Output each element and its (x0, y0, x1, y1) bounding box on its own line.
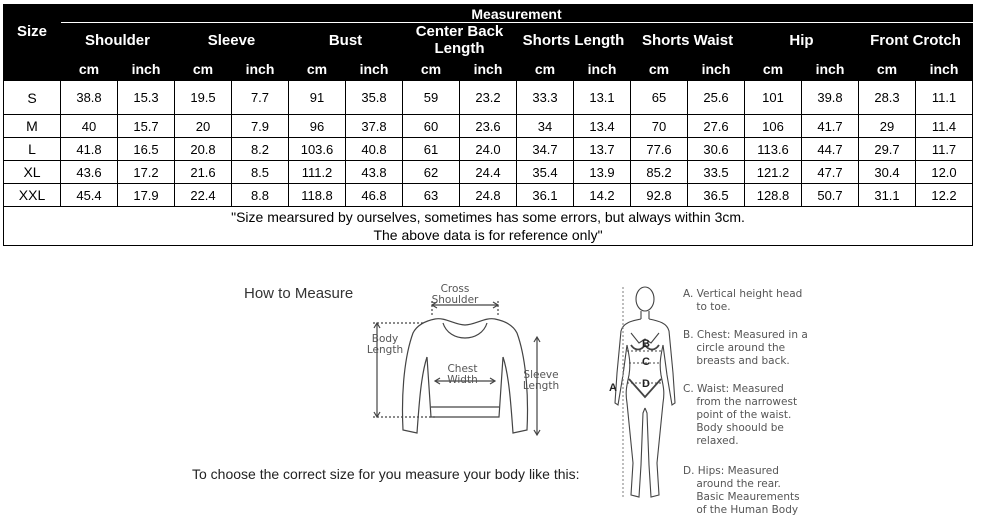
value-cell: 60 (403, 115, 460, 138)
value-cell: 33.5 (688, 161, 745, 184)
value-cell: 101 (745, 81, 802, 115)
value-cell: 11.1 (916, 81, 973, 115)
unit-header: inch (802, 58, 859, 81)
value-cell: 37.8 (346, 115, 403, 138)
column-header: Shorts Length (517, 23, 631, 58)
value-cell: 30.4 (859, 161, 916, 184)
table-row (4, 138, 973, 161)
value-cell: 45.4 (61, 184, 118, 207)
value-cell: 43.6 (61, 161, 118, 184)
value-cell: 106 (745, 115, 802, 138)
value-cell: 47.7 (802, 161, 859, 184)
value-cell: 34 (517, 115, 574, 138)
value-cell: 92.8 (631, 184, 688, 207)
value-cell: 35.4 (517, 161, 574, 184)
value-cell: 30.6 (688, 138, 745, 161)
value-cell: 96 (289, 115, 346, 138)
column-header: Shoulder (61, 23, 175, 58)
value-cell: 13.9 (574, 161, 631, 184)
unit-header: inch (346, 58, 403, 81)
value-cell: 38.8 (61, 81, 118, 115)
value-cell: 40.8 (346, 138, 403, 161)
note-line-1: "Size mearsured by ourselves, sometimes has some errors, but always within 3cm. (231, 209, 745, 225)
guide-text-b: B. Chest: Measured in a circle around the breasts and back. (683, 329, 808, 367)
marker-c: C (642, 356, 650, 368)
value-cell: 17.2 (118, 161, 175, 184)
measurement-header: Measurement (61, 5, 973, 23)
column-header: Hip (745, 23, 859, 58)
value-cell: 113.6 (745, 138, 802, 161)
value-cell: 35.8 (346, 81, 403, 115)
value-cell: 8.5 (232, 161, 289, 184)
table-row (4, 81, 973, 115)
table-row (4, 184, 973, 207)
unit-header: cm (403, 58, 460, 81)
unit-header: cm (859, 58, 916, 81)
size-header: Size (4, 5, 61, 58)
cross-shoulder-label: Cross Shoulder (431, 283, 479, 306)
size-cell: S (4, 81, 61, 115)
value-cell: 111.2 (289, 161, 346, 184)
value-cell: 22.4 (175, 184, 232, 207)
guide-text-d: D. Hips: Measured around the rear. Basic Meaurements of the Human Body (683, 465, 800, 516)
body-figure (605, 283, 685, 513)
value-cell: 24.4 (460, 161, 517, 184)
size-chart-table (3, 4, 973, 246)
note-line-2: The above data is for reference only" (373, 227, 603, 243)
unit-row (4, 58, 973, 81)
value-cell: 63 (403, 184, 460, 207)
marker-a: A (609, 382, 617, 394)
column-header: Front Crotch (859, 23, 973, 58)
marker-d: D (642, 378, 650, 390)
value-cell: 20.8 (175, 138, 232, 161)
unit-header: inch (460, 58, 517, 81)
unit-header: cm (517, 58, 574, 81)
value-cell: 12.0 (916, 161, 973, 184)
table-row (4, 115, 973, 138)
value-cell: 15.3 (118, 81, 175, 115)
value-cell: 62 (403, 161, 460, 184)
size-cell: L (4, 138, 61, 161)
unit-header: inch (916, 58, 973, 81)
guide-text-c: C. Waist: Measured from the narrowest point of the waist. Body shoould be relaxed. (683, 383, 798, 447)
value-cell: 29 (859, 115, 916, 138)
unit-header: cm (289, 58, 346, 81)
value-cell: 13.7 (574, 138, 631, 161)
value-cell: 24.0 (460, 138, 517, 161)
unit-header: inch (688, 58, 745, 81)
unit-header: inch (118, 58, 175, 81)
table-row (4, 161, 973, 184)
unit-header: inch (574, 58, 631, 81)
value-cell: 25.6 (688, 81, 745, 115)
value-cell: 21.6 (175, 161, 232, 184)
value-cell: 85.2 (631, 161, 688, 184)
value-cell: 36.5 (688, 184, 745, 207)
size-cell: XL (4, 161, 61, 184)
value-cell: 39.8 (802, 81, 859, 115)
value-cell: 128.8 (745, 184, 802, 207)
value-cell: 70 (631, 115, 688, 138)
guide-text-a: A. Vertical height head to toe. (683, 288, 803, 313)
column-header: Shorts Waist (631, 23, 745, 58)
unit-header: cm (631, 58, 688, 81)
value-cell: 24.8 (460, 184, 517, 207)
value-cell: 44.7 (802, 138, 859, 161)
column-header: Bust (289, 23, 403, 58)
value-cell: 7.7 (232, 81, 289, 115)
value-cell: 12.2 (916, 184, 973, 207)
value-cell: 31.1 (859, 184, 916, 207)
value-cell: 33.3 (517, 81, 574, 115)
chest-width-label: Chest Width (447, 363, 478, 386)
table-note (4, 207, 973, 246)
unit-header: inch (232, 58, 289, 81)
value-cell: 118.8 (289, 184, 346, 207)
column-header: Center Back Length (403, 23, 517, 58)
value-cell: 77.6 (631, 138, 688, 161)
value-cell: 27.6 (688, 115, 745, 138)
value-cell: 13.1 (574, 81, 631, 115)
value-cell: 11.4 (916, 115, 973, 138)
value-cell: 36.1 (517, 184, 574, 207)
how-to-measure-title: How to Measure (244, 285, 354, 302)
value-cell: 29.7 (859, 138, 916, 161)
value-cell: 11.7 (916, 138, 973, 161)
value-cell: 7.9 (232, 115, 289, 138)
value-cell: 8.8 (232, 184, 289, 207)
unit-header: cm (175, 58, 232, 81)
size-cell: M (4, 115, 61, 138)
value-cell: 13.4 (574, 115, 631, 138)
value-cell: 20 (175, 115, 232, 138)
value-cell: 8.2 (232, 138, 289, 161)
value-cell: 19.5 (175, 81, 232, 115)
value-cell: 65 (631, 81, 688, 115)
value-cell: 16.5 (118, 138, 175, 161)
value-cell: 14.2 (574, 184, 631, 207)
sleeve-length-label: Sleeve Length (522, 369, 560, 392)
value-cell: 41.7 (802, 115, 859, 138)
unit-spacer (4, 58, 61, 81)
value-cell: 43.8 (346, 161, 403, 184)
value-cell: 15.7 (118, 115, 175, 138)
unit-header: cm (61, 58, 118, 81)
value-cell: 40 (61, 115, 118, 138)
table-body (4, 81, 973, 207)
value-cell: 91 (289, 81, 346, 115)
value-cell: 59 (403, 81, 460, 115)
value-cell: 41.8 (61, 138, 118, 161)
value-cell: 50.7 (802, 184, 859, 207)
size-cell: XXL (4, 184, 61, 207)
value-cell: 23.6 (460, 115, 517, 138)
value-cell: 61 (403, 138, 460, 161)
value-cell: 17.9 (118, 184, 175, 207)
column-header: Sleeve (175, 23, 289, 58)
value-cell: 103.6 (289, 138, 346, 161)
unit-header: cm (745, 58, 802, 81)
value-cell: 46.8 (346, 184, 403, 207)
value-cell: 121.2 (745, 161, 802, 184)
value-cell: 23.2 (460, 81, 517, 115)
value-cell: 34.7 (517, 138, 574, 161)
body-length-label: Body Length (366, 333, 404, 356)
value-cell: 28.3 (859, 81, 916, 115)
choose-size-instruction: To choose the correct size for you measure your body like this: (192, 466, 580, 482)
marker-b: B (642, 338, 650, 350)
